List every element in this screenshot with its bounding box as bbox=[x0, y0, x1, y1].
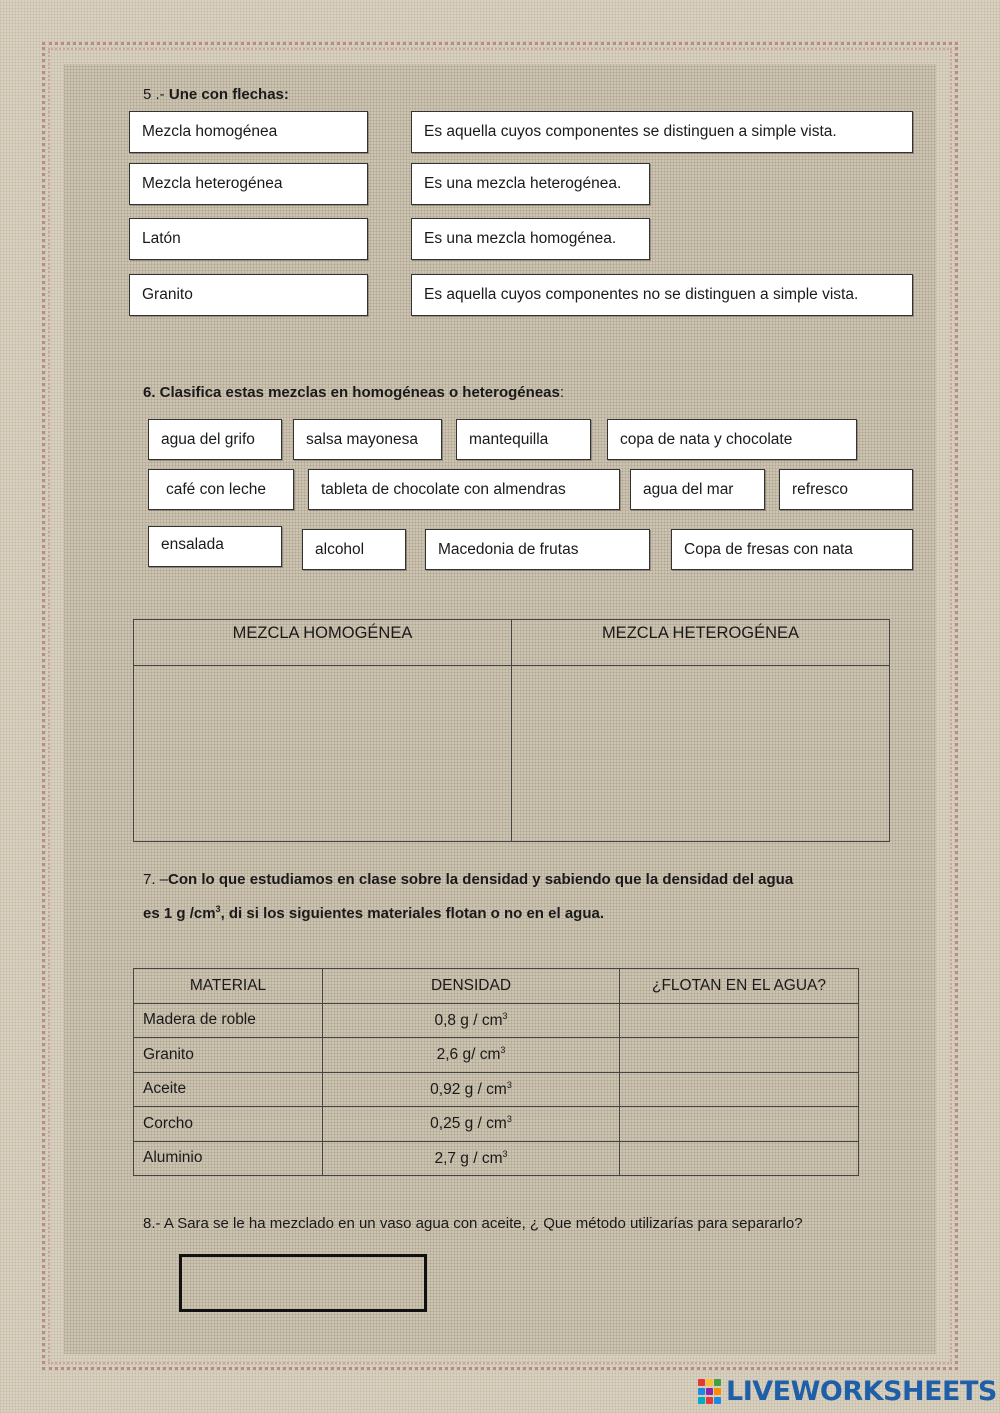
q5-right-item[interactable]: Es una mezcla heterogénea. bbox=[411, 163, 650, 205]
q6-item[interactable]: Macedonia de frutas bbox=[425, 529, 650, 570]
material-cell: Madera de roble bbox=[134, 1003, 323, 1038]
q6-item[interactable]: copa de nata y chocolate bbox=[607, 419, 857, 460]
q6-title: 6. Clasifica estas mezclas en homogéneas o heterogéneas bbox=[143, 384, 560, 401]
q6-item[interactable]: mantequilla bbox=[456, 419, 591, 460]
table-row bbox=[134, 1072, 859, 1107]
q5-title: Une con flechas: bbox=[168, 86, 289, 103]
q5-left-item[interactable]: Mezcla homogénea bbox=[129, 111, 368, 153]
q6-item[interactable]: café con leche bbox=[148, 469, 294, 510]
floats-answer-cell[interactable] bbox=[620, 1141, 859, 1176]
density-cell: 0,92 g / $cm^3$ bbox=[323, 1072, 620, 1107]
q6-header-heterogeneous: MEZCLA HETEROGÉNEA bbox=[512, 620, 890, 666]
logo-text: LIVEWORKSHEETS bbox=[726, 1376, 997, 1407]
table-row bbox=[134, 1107, 859, 1142]
q6-heading bbox=[143, 384, 564, 401]
q6-item[interactable]: Copa de fresas con nata bbox=[671, 529, 913, 570]
q5-left-item[interactable]: Mezcla heterogénea bbox=[129, 163, 368, 205]
density-cell: 0,8 g / $cm^3$ bbox=[323, 1003, 620, 1038]
q6-colon: : bbox=[559, 384, 565, 401]
liveworksheets-logo-icon bbox=[698, 1379, 722, 1405]
q6-item[interactable]: agua del mar bbox=[630, 469, 765, 510]
q5-number: 5 .- bbox=[143, 86, 165, 103]
q8-answer-input[interactable] bbox=[179, 1254, 427, 1312]
material-cell: Corcho bbox=[134, 1107, 323, 1142]
q7-number: 7. – bbox=[143, 871, 169, 888]
header-density: DENSIDAD bbox=[323, 969, 620, 1004]
floats-answer-cell[interactable] bbox=[620, 1107, 859, 1142]
density-cell: 2,7 g / $cm^3$ bbox=[323, 1141, 620, 1176]
material-cell: Aceite bbox=[134, 1072, 323, 1107]
q6-drop-zone-homogeneous[interactable] bbox=[134, 666, 512, 842]
q5-left-item[interactable]: Granito bbox=[129, 274, 368, 316]
header-floats: ¿FLOTAN EN EL AGUA? bbox=[620, 969, 859, 1004]
q6-drop-zone-heterogeneous[interactable] bbox=[512, 666, 890, 842]
q7-text2a: es 1 g /cm bbox=[143, 905, 216, 922]
q6-item[interactable]: ensalada bbox=[148, 526, 282, 567]
q5-heading bbox=[143, 86, 289, 103]
header-material: MATERIAL bbox=[134, 969, 323, 1004]
liveworksheets-logo bbox=[698, 1376, 997, 1407]
q6-item[interactable]: salsa mayonesa bbox=[293, 419, 442, 460]
q6-header-homogeneous: MEZCLA HOMOGÉNEA bbox=[134, 620, 512, 666]
q6-item[interactable]: alcohol bbox=[302, 529, 406, 570]
material-cell: Granito bbox=[134, 1038, 323, 1073]
floats-answer-cell[interactable] bbox=[620, 1003, 859, 1038]
q6-item[interactable]: refresco bbox=[779, 469, 913, 510]
material-cell: Aluminio bbox=[134, 1141, 323, 1176]
q7-text2b: , di si los siguientes materiales flotan o no en el agua. bbox=[220, 905, 604, 922]
table-row bbox=[134, 1003, 859, 1038]
q6-item[interactable]: agua del grifo bbox=[148, 419, 282, 460]
q5-right-item[interactable]: Es aquella cuyos componentes se distinguen a simple vista. bbox=[411, 111, 913, 153]
table-row bbox=[134, 1038, 859, 1073]
q6-item[interactable]: tableta de chocolate con almendras bbox=[308, 469, 620, 510]
q5-right-item[interactable]: Es aquella cuyos componentes no se distinguen a simple vista. bbox=[411, 274, 913, 316]
q7-density-table bbox=[133, 968, 859, 1176]
floats-answer-cell[interactable] bbox=[620, 1038, 859, 1073]
table-header-row bbox=[134, 969, 859, 1004]
q5-left-item[interactable]: Latón bbox=[129, 218, 368, 260]
density-cell: 0,25 g / $cm^3$ bbox=[323, 1107, 620, 1142]
q8-text: 8.- A Sara se le ha mezclado en un vaso agua con aceite, ¿ Que método utilizarías para separarlo? bbox=[143, 1215, 803, 1232]
density-cell: 2,6 g/ $cm^3$ bbox=[323, 1038, 620, 1073]
q7-line2 bbox=[143, 904, 604, 922]
q5-right-item[interactable]: Es una mezcla homogénea. bbox=[411, 218, 650, 260]
floats-answer-cell[interactable] bbox=[620, 1072, 859, 1107]
q7-line1 bbox=[143, 871, 793, 888]
q6-classification-table bbox=[133, 619, 890, 842]
table-row bbox=[134, 1141, 859, 1176]
q7-text2-sup: 3 bbox=[215, 904, 221, 914]
q7-text1: Con lo que estudiamos en clase sobre la densidad y sabiendo que la densidad del agua bbox=[168, 871, 794, 888]
